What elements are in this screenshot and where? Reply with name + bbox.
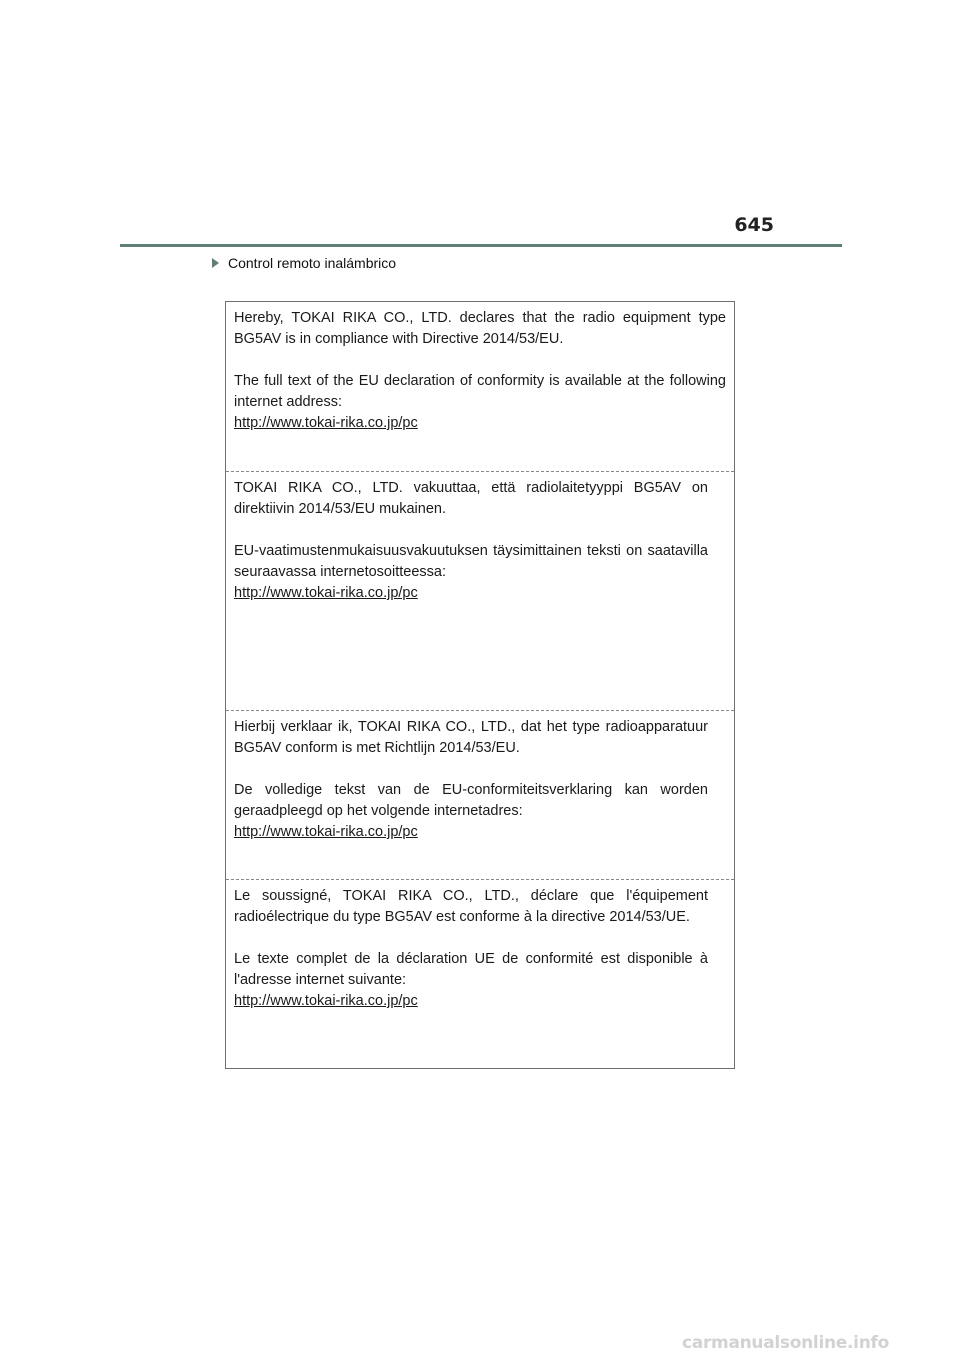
section-heading-text: Control remoto inalámbrico xyxy=(228,255,397,271)
header-rule xyxy=(120,244,842,247)
declaration-link[interactable]: http://www.tokai-rika.co.jp/pc xyxy=(234,415,418,431)
declaration-statement: Hereby, TOKAI RIKA CO., LTD. declares that the radio equipment type BG5AV is in compliance with Directive 2014/53/EU. xyxy=(234,310,726,347)
declaration-availability: De volledige tekst van de EU-conformiteitsverklaring kan worden geraadpleegd op het volgende internetadres: xyxy=(234,782,708,819)
declaration-link[interactable]: http://www.tokai-rika.co.jp/pc xyxy=(234,824,418,840)
declaration-statement: Le soussigné, TOKAI RIKA CO., LTD., déclare que l'équipement radioélectrique du type BG5AV est conforme à la directive 2014/53/UE. xyxy=(234,888,708,925)
declaration-statement: TOKAI RIKA CO., LTD. vakuuttaa, että radiolaitetyyppi BG5AV on direktiivin 2014/53/EU mukainen. xyxy=(234,480,708,517)
watermark: carmanualsonline.info xyxy=(682,1333,889,1353)
declaration-box xyxy=(225,301,735,1069)
declaration-english xyxy=(226,302,734,471)
declaration-finnish xyxy=(226,471,734,710)
section-heading xyxy=(212,255,396,271)
page-number: 645 xyxy=(734,214,774,236)
declaration-french xyxy=(226,879,734,1069)
declaration-availability: EU-vaatimustenmukaisuusvakuutuksen täysimittainen teksti on saatavilla seuraavassa internetosoitteessa: xyxy=(234,543,708,580)
declaration-link[interactable]: http://www.tokai-rika.co.jp/pc xyxy=(234,585,418,601)
triangle-bullet-icon xyxy=(212,258,219,268)
declaration-availability: The full text of the EU declaration of conformity is available at the following internet address: xyxy=(234,373,726,410)
declaration-statement: Hierbij verklaar ik, TOKAI RIKA CO., LTD., dat het type radioapparatuur BG5AV conform is met Richtlijn 2014/53/EU. xyxy=(234,719,708,756)
declaration-availability: Le texte complet de la déclaration UE de conformité est disponible à l'adresse internet suivante: xyxy=(234,951,708,988)
declaration-link[interactable]: http://www.tokai-rika.co.jp/pc xyxy=(234,993,418,1009)
declaration-dutch xyxy=(226,710,734,879)
